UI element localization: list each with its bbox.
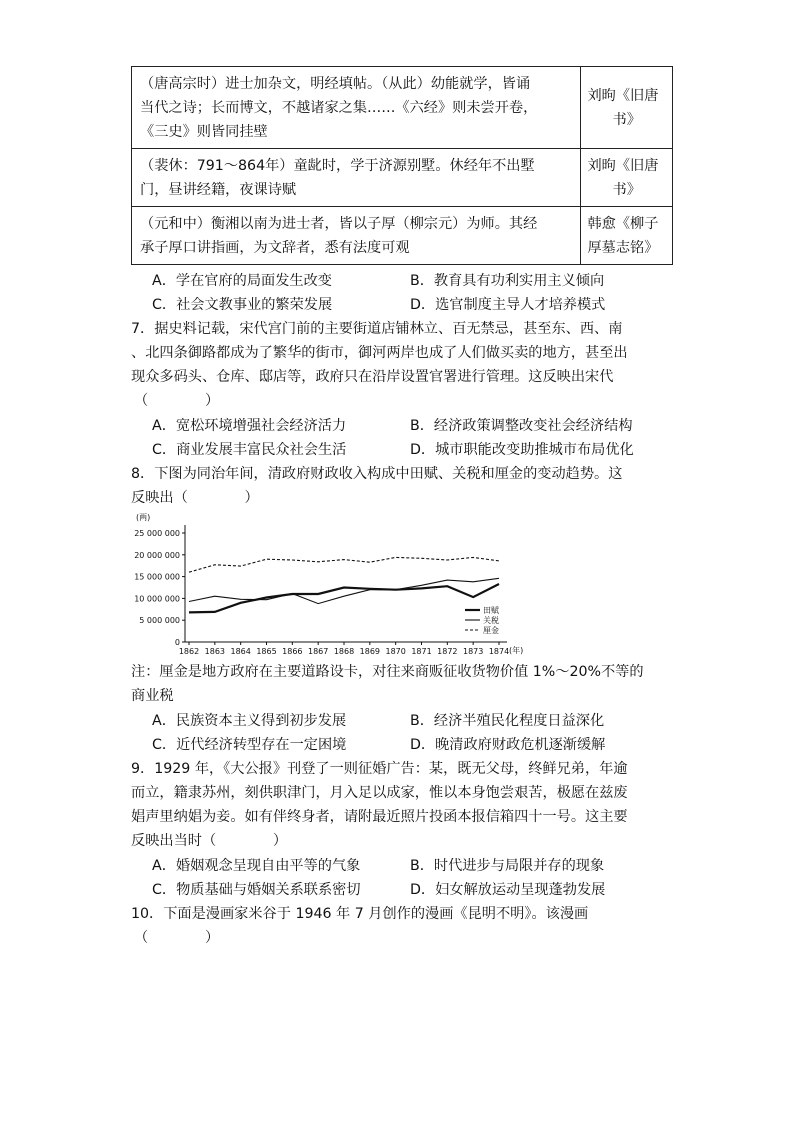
chart-axes	[134, 513, 523, 656]
table-cell-source	[581, 149, 673, 207]
source-line: 书》	[612, 111, 641, 128]
q9-option-a[interactable]: A．婚姻观念呈现自由平等的气象	[152, 858, 361, 874]
table-row	[132, 67, 673, 149]
legend-label: 厘金	[483, 626, 499, 635]
q7-option-c[interactable]: C．商业发展丰富民众社会生活	[152, 442, 347, 458]
q9-stem-line: 而立，籍隶苏州，刻供职津门，月入足以成家，惟以本身饱尝艰苦，极愿在兹废	[131, 785, 628, 801]
q8-option-d[interactable]: D．晚清政府财政危机逐渐缓解	[410, 737, 606, 753]
q7-option-b[interactable]: B．经济政策调整改变社会经济结构	[410, 418, 633, 434]
q6-option-d[interactable]: D．选官制度主导人才培养模式	[410, 297, 606, 313]
y-tick-label: 5 000 000	[139, 616, 180, 626]
q8-option-b[interactable]: B．经济半殖民化程度日益深化	[410, 713, 605, 729]
x-unit-label: (年)	[509, 646, 524, 655]
q8-stem-line: 8．下图为同治年间，清政府财政收入构成中田赋、关税和厘金的变动趋势。这	[131, 466, 623, 482]
q9-option-b[interactable]: B．时代进步与局限并存的现象	[410, 858, 605, 874]
x-tick-label: 1868	[333, 647, 355, 656]
source-line: 韩愈《柳子	[587, 215, 659, 232]
table-cell-source	[581, 67, 673, 149]
source-table	[131, 66, 673, 265]
legend-label: 田赋	[483, 606, 499, 615]
q6-option-c[interactable]: C．社会文教事业的繁荣发展	[152, 297, 333, 313]
q9-stem-line: 9．1929 年，《大公报》刊登了一则征婚广告：某，既无父母，终鲜兄弟，年逾	[131, 761, 628, 777]
table-cell-text	[132, 67, 581, 149]
table-cell-text	[132, 207, 581, 265]
q9-stem-line: 娼声里纳娼为妾。如有伴终身者，请附最近照片投函本报信箱四十一号。这主要	[131, 809, 628, 825]
revenue-line-chart	[128, 510, 524, 660]
x-tick-label: 1874	[488, 647, 510, 656]
y-tick-label: 15 000 000	[134, 572, 180, 582]
q8-stem-line: 反映出（ ）	[131, 490, 259, 506]
source-line: 厚墓志铭》	[587, 239, 659, 256]
x-tick-label: 1869	[359, 647, 381, 656]
series-line-2	[189, 578, 499, 603]
q7-stem-line: 现众多码头、仓库、邸店等，政府只在沿岸设置官署进行管理。这反映出宋代	[131, 369, 614, 385]
q9-option-d[interactable]: D．妇女解放运动呈现蓬勃发展	[410, 882, 606, 898]
table-row	[132, 149, 673, 207]
q6-option-a[interactable]: A．学在官府的局面发生改变	[152, 273, 332, 289]
q10-stem-line: 10．下面是漫画家米谷于 1946 年 7 月创作的漫画《昆明不明》。该漫画	[131, 906, 589, 922]
table-cell-source	[581, 207, 673, 265]
table-row	[132, 207, 673, 265]
cell-line: （元和中）衡湘以南为进士者，皆以子厚（柳宗元）为师。其经	[140, 215, 538, 232]
x-tick-label: 1870	[385, 647, 406, 656]
q9-option-c[interactable]: C．物质基础与婚姻关系联系密切	[152, 882, 361, 898]
q7-answer-blank: （ ）	[134, 393, 220, 409]
x-tick-label: 1873	[462, 647, 484, 656]
x-tick-label: 1863	[204, 647, 226, 656]
q9-stem-line: 反映出当时（ ）	[131, 833, 288, 849]
x-tick-label: 1864	[230, 647, 251, 656]
q7-stem-line: 7．据史料记载，宋代宫门前的主要街道店铺林立、百无禁忌，甚至东、西、南	[131, 321, 623, 337]
chart-legend	[465, 605, 499, 635]
y-unit-label: (两)	[136, 513, 151, 522]
q7-option-a[interactable]: A．宽松环境增强社会经济活力	[152, 418, 347, 434]
legend-label: 关税	[483, 616, 499, 625]
q8-option-c[interactable]: C．近代经济转型存在一定困境	[152, 737, 347, 753]
y-tick-label: 25 000 000	[134, 529, 180, 538]
y-tick-label: 20 000 000	[134, 550, 180, 560]
x-tick-label: 1866	[282, 647, 303, 656]
cell-line: 当代之诗；长而博文，不越诸家之集……《六经》则未尝开卷，	[140, 99, 538, 116]
q10-answer-blank: （ ）	[134, 930, 220, 946]
source-line: 书》	[612, 181, 641, 198]
y-tick-label: 10 000 000	[134, 594, 180, 604]
table-cell-text	[132, 149, 581, 207]
source-line: 刘昫《旧唐	[587, 157, 659, 174]
x-tick-label: 1872	[437, 647, 458, 656]
x-tick-label: 1871	[411, 647, 432, 656]
cell-line: 承子厚口讲指画，为文辞者，悉有法度可观	[140, 239, 410, 256]
q8-option-a[interactable]: A．民族资本主义得到初步发展	[152, 713, 347, 729]
x-tick-label: 1865	[256, 647, 277, 656]
y-tick-label: 0	[174, 638, 180, 647]
x-tick-label: 1867	[307, 647, 329, 656]
q8-note-line: 商业税	[131, 688, 174, 704]
series-line-3	[189, 557, 499, 572]
cell-line: （裴休：791～864年）童龀时，学于济源别墅。休经年不出墅	[140, 157, 535, 174]
q7-stem-line: 、北四条御路都成为了繁华的街市，御河两岸也成了人们做买卖的地方，甚至出	[131, 345, 628, 361]
cell-line: （唐高宗时）进士加杂文，明经填帖。（从此）幼能就学，皆诵	[140, 75, 531, 92]
source-line: 刘昫《旧唐	[587, 87, 659, 104]
chart-series	[189, 557, 499, 612]
q6-option-b[interactable]: B．教育具有功利实用主义倾向	[410, 273, 605, 289]
q7-option-d[interactable]: D．城市职能改变助推城市布局优化	[410, 442, 634, 458]
x-tick-label: 1862	[178, 647, 200, 656]
cell-line: 《三史》则皆同挂壁	[140, 123, 268, 140]
cell-line: 门，昼讲经籍，夜课诗赋	[140, 181, 297, 198]
q8-note-line: 注：厘金是地方政府在主要道路设卡，对往来商贩征收货物价值 1%～20%不等的	[131, 664, 644, 680]
